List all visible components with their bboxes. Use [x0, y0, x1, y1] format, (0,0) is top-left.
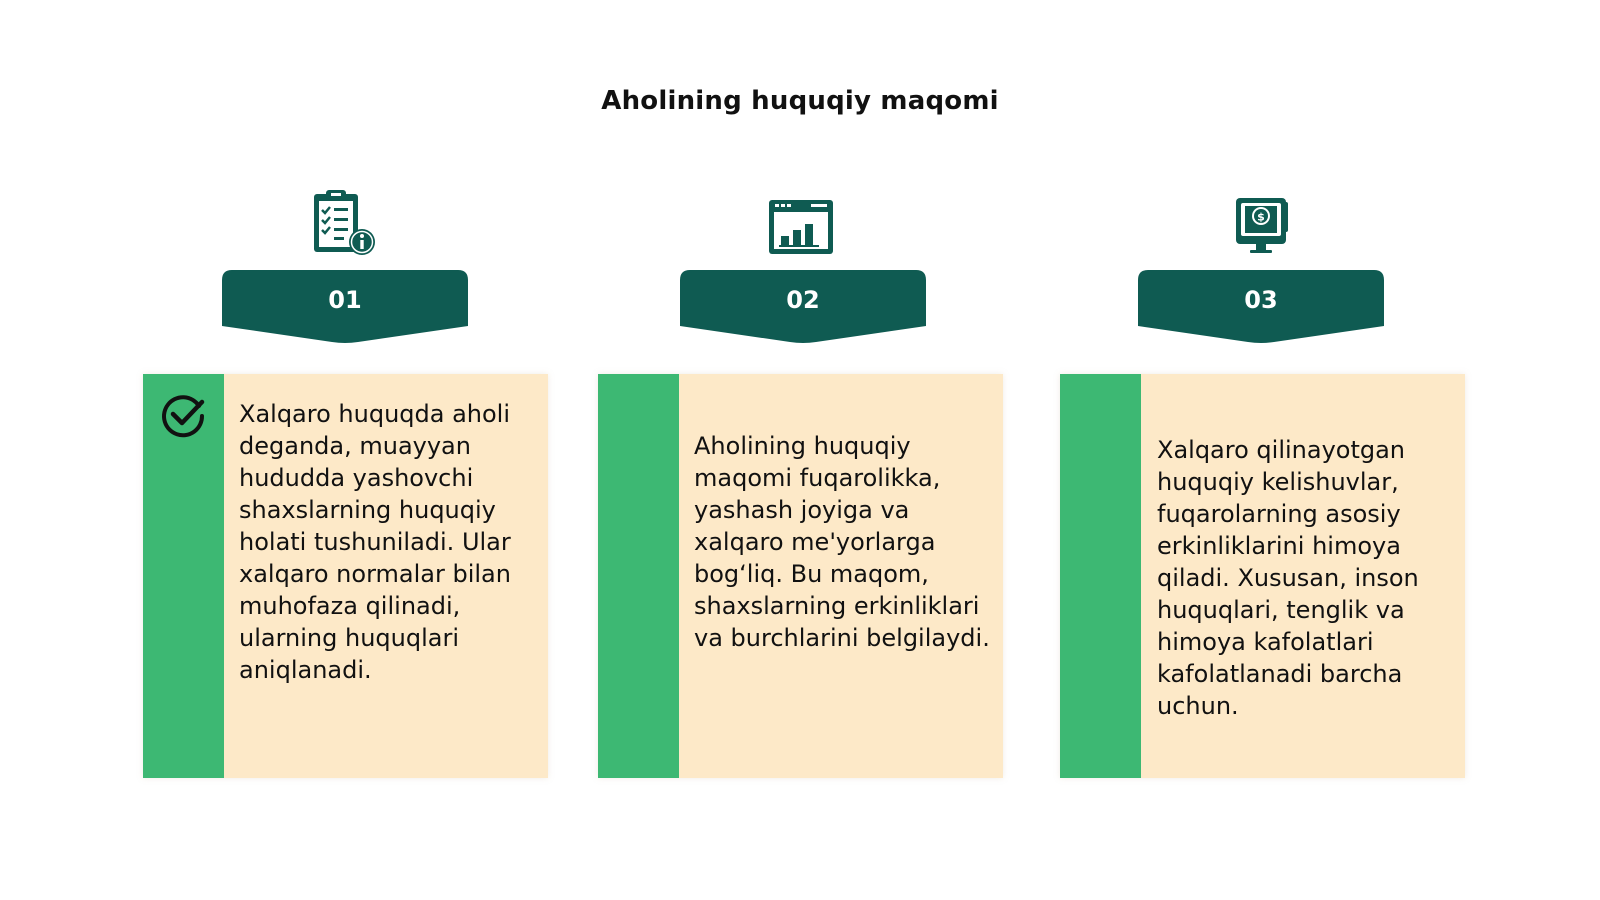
svg-text:$: $: [1257, 210, 1265, 224]
step-number: 03: [1244, 286, 1278, 314]
step-card-03: [1060, 374, 1465, 778]
check-circle-icon: [161, 392, 207, 438]
card-accent-stripe: [1060, 374, 1141, 778]
step-number: 02: [786, 286, 820, 314]
step-badge-03: [1138, 270, 1384, 346]
browser-bar-chart-icon: [767, 188, 837, 258]
step-badge-01: [222, 270, 468, 346]
clipboard-checklist-info-icon: [310, 188, 380, 258]
card-accent-stripe: [143, 374, 224, 778]
step-description: Xalqaro qilinayotgan huquqiy kelishuvlar, fuqarolarning asosiy erkinliklarini himoya qiladi. Xususan, inson huquqlari, tenglik va himoya kafolatlari kafolatlanadi barcha uchun.: [1157, 436, 1419, 720]
monitor-dollar-icon: [1230, 188, 1300, 258]
step-card-01: [143, 374, 548, 778]
step-number: 01: [328, 286, 362, 314]
step-badge-02: [680, 270, 926, 346]
card-accent-stripe: [598, 374, 679, 778]
page-title: Aholining huquqiy maqomi: [601, 86, 999, 116]
step-card-02: [598, 374, 1003, 778]
step-description: Aholining huquqiy maqomi fuqarolikka, yashash joyiga va xalqaro me'yorlarga bog‘liq. Bu maqom, shaxslarning erkinliklari va burchlarini belgilaydi.: [694, 432, 990, 652]
step-description: Xalqaro huquqda aholi deganda, muayyan hududda yashovchi shaxslarning huquqiy holati tushuniladi. Ular xalqaro normalar bilan muhofaza qilinadi, ularning huquqlari aniqlanadi.: [239, 400, 511, 684]
